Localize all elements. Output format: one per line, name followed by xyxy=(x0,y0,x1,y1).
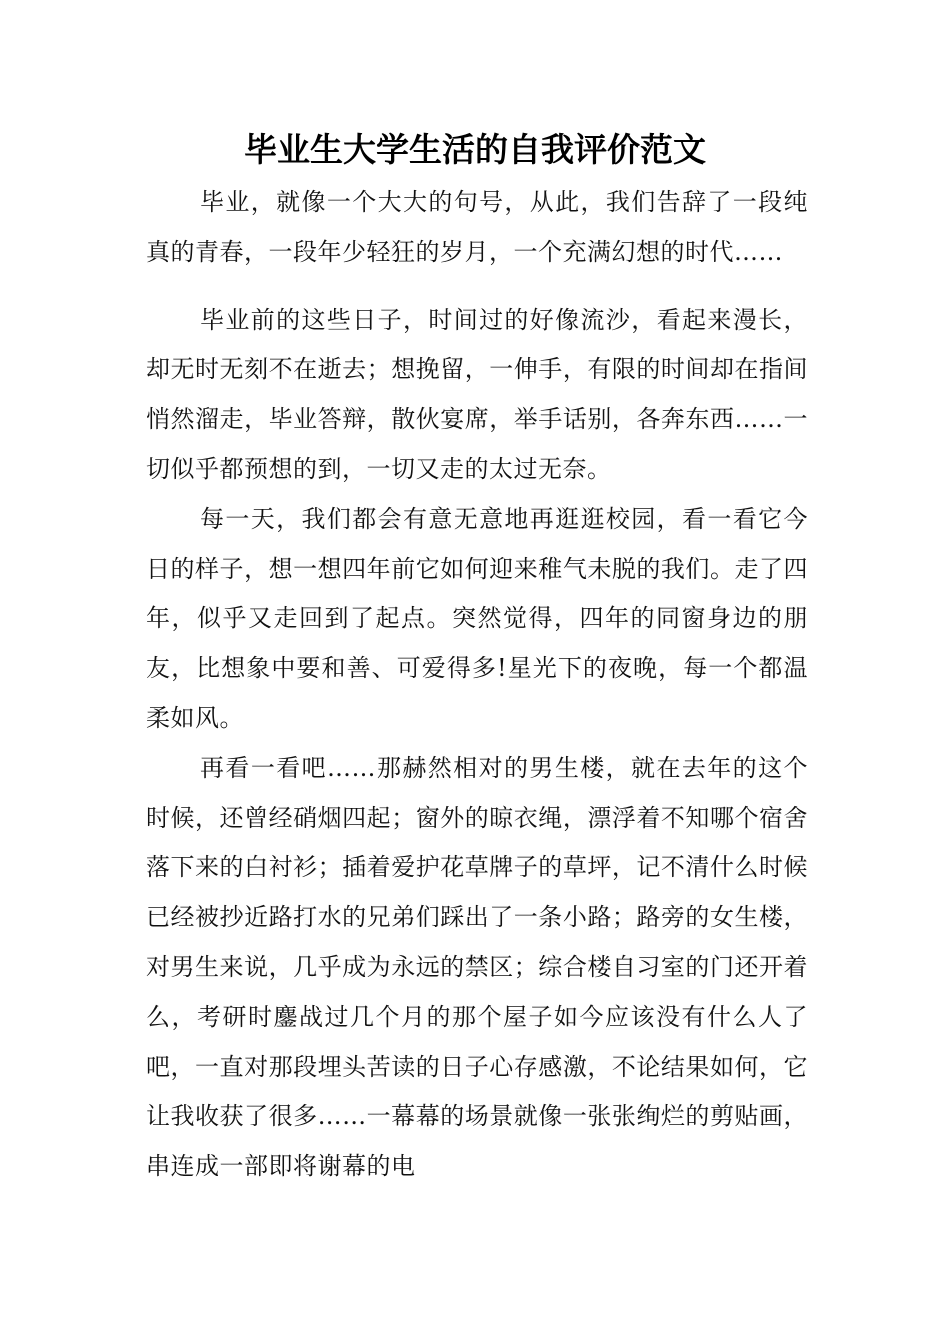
paragraph-4: 再看一看吧……那赫然相对的男生楼，就在去年的这个时候，还曾经硝烟四起；窗外的晾衣绳，漂浮着不知哪个宿舍落下来的白衬衫；插着爱护花草牌子的草坪，记不清什么时候已经被抄近路打水的兄弟们踩出了一条小路；路旁的女生楼，对男生来说，几乎成为永远的禁区；综合楼自习室的门还开着么，考研时鏖战过几个月的那个屋子如今应该没有什么人了吧，一直对那段埋头苦读的日子心存感激，不论结果如何，它让我收获了很多……一幕幕的场景就像一张张绚烂的剪贴画，串连成一部即将谢幕的电 xyxy=(146,753,808,1181)
document-body xyxy=(146,178,808,1192)
document-title: 毕业生大学生活的自我评价范文 xyxy=(244,130,706,169)
paragraph-2: 毕业前的这些日子，时间过的好像流沙，看起来漫长，却无时无刻不在逝去；想挽留，一伸手，有限的时间却在指间悄然溜走，毕业答辩，散伙宴席，举手话别，各奔东西……一切似乎都预想的到，一切又走的太过无奈。 xyxy=(146,305,808,483)
paragraph-1: 毕业，就像一个大大的句号，从此，我们告辞了一段纯真的青春，一段年少轻狂的岁月，一个充满幻想的时代…… xyxy=(146,188,808,266)
paragraph-3: 每一天，我们都会有意无意地再逛逛校园，看一看它今日的样子，想一想四年前它如何迎来稚气未脱的我们。走了四年，似乎又走回到了起点。突然觉得，四年的同窗身边的朋友，比想象中要和善、可爱得多!星光下的夜晚，每一个都温柔如风。 xyxy=(146,504,808,732)
